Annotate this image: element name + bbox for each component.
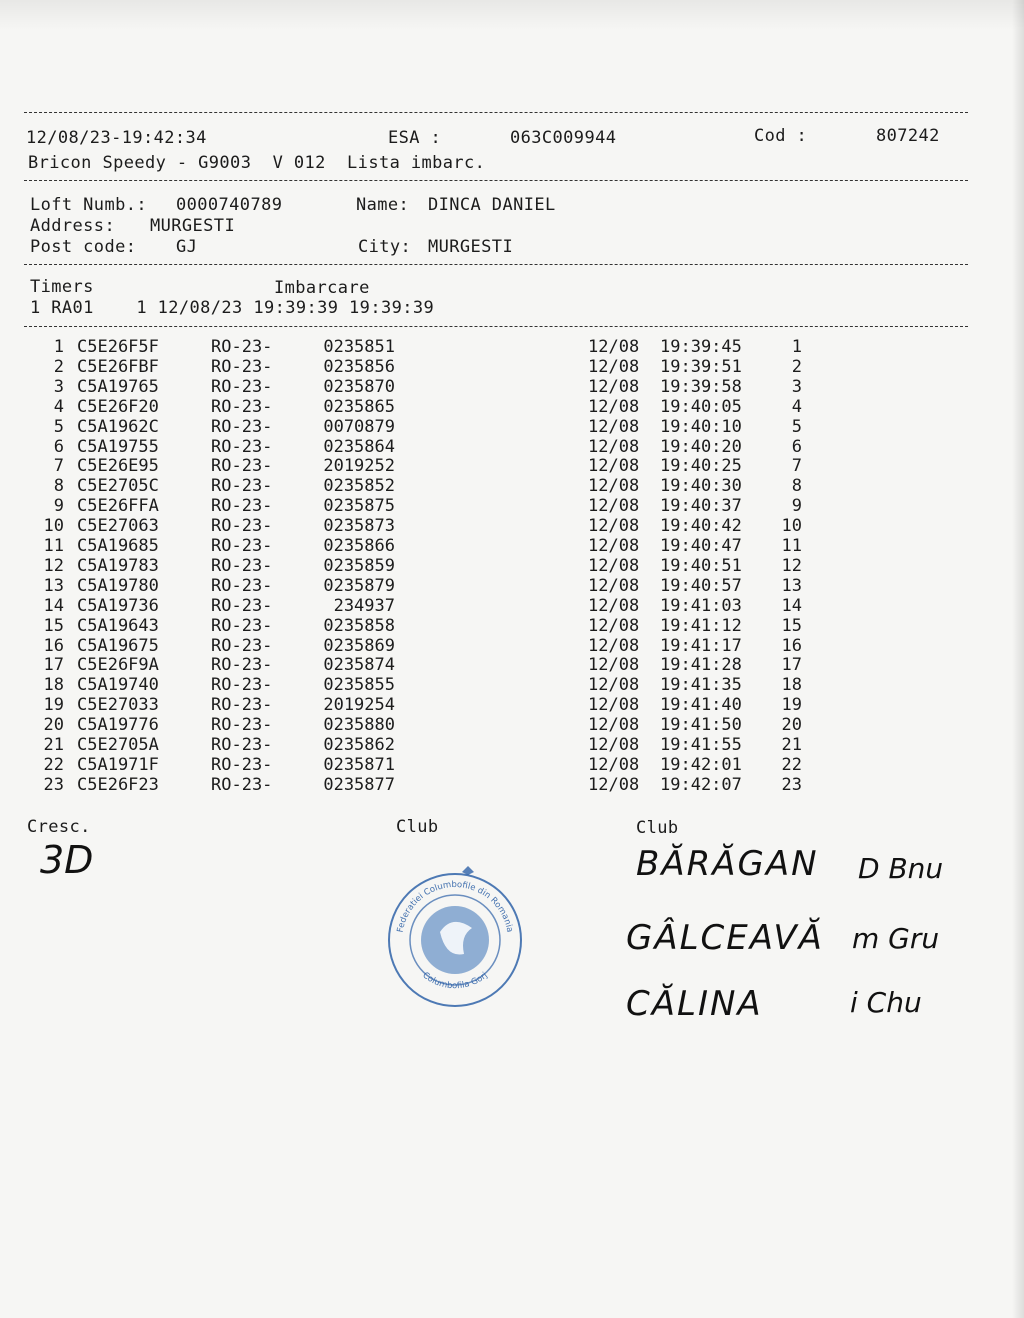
ring-number: 0235875	[323, 496, 395, 517]
ring-number: 0235851	[323, 337, 395, 357]
arrival-date: 12/08	[588, 754, 640, 775]
ring-number: 0235855	[323, 675, 395, 696]
timers-label: Timers	[30, 277, 94, 297]
table-row	[0, 596, 1024, 616]
ring-prefix: RO-23-	[211, 337, 273, 357]
arrival-time: 19:41:50	[660, 715, 742, 736]
row-index: 5	[53, 416, 64, 437]
ring-number: 0235866	[323, 536, 395, 556]
postcode-value: GJ	[176, 237, 198, 257]
table-row	[0, 655, 1024, 675]
arrival-position: 7	[791, 456, 802, 477]
ring-number: 0235870	[323, 376, 395, 397]
arrival-position: 13	[781, 575, 802, 596]
row-index: 17	[43, 655, 64, 676]
address-value: MURGESTI	[150, 216, 236, 236]
ring-number: 2019254	[323, 695, 395, 716]
arrival-time: 19:41:35	[660, 675, 742, 696]
arrival-date: 12/08	[588, 396, 640, 417]
ring-number: 0235862	[323, 735, 395, 755]
table-row	[0, 735, 1024, 755]
arrival-date: 12/08	[588, 456, 640, 477]
arrival-position: 11	[781, 536, 802, 556]
chip-id: C5E26FBF	[77, 356, 159, 377]
ring-number: 0235864	[323, 436, 395, 457]
arrival-position: 10	[781, 516, 802, 537]
arrival-time: 19:40:47	[660, 536, 742, 556]
table-row	[0, 357, 1024, 377]
arrival-time: 19:39:58	[660, 376, 742, 397]
timer-line: 1 RA01 1 12/08/23 19:39:39 19:39:39	[30, 298, 435, 318]
row-index: 12	[43, 555, 64, 576]
arrival-date: 12/08	[588, 695, 640, 716]
arrival-position: 17	[781, 655, 802, 676]
arrival-position: 19	[781, 695, 802, 716]
arrival-time: 19:40:37	[660, 496, 742, 517]
table-row	[0, 496, 1024, 516]
loft-label: Loft Numb.:	[30, 195, 147, 215]
arrival-time: 19:40:05	[660, 396, 742, 417]
ring-number: 0235856	[323, 356, 395, 377]
arrival-position: 12	[781, 555, 802, 576]
row-index: 22	[43, 754, 64, 775]
ring-number: 0235869	[323, 635, 395, 656]
ring-prefix: RO-23-	[211, 536, 273, 556]
arrival-time: 19:41:12	[660, 615, 742, 636]
chip-id: C5A19643	[77, 615, 159, 636]
arrival-time: 19:40:57	[660, 575, 742, 596]
separator-timers	[24, 326, 968, 327]
arrival-time: 19:41:17	[660, 635, 742, 656]
chip-id: C5E26F5F	[77, 337, 159, 357]
arrival-position: 21	[781, 735, 802, 755]
table-row	[0, 576, 1024, 596]
chip-id: C5E2705C	[77, 476, 159, 497]
arrival-date: 12/08	[588, 337, 640, 357]
ring-prefix: RO-23-	[211, 456, 273, 477]
arrival-position: 22	[781, 754, 802, 775]
arrival-date: 12/08	[588, 774, 640, 795]
ring-prefix: RO-23-	[211, 416, 273, 437]
ring-prefix: RO-23-	[211, 516, 273, 537]
chip-id: C5A19783	[77, 555, 159, 576]
cod-value: 807242	[876, 126, 940, 146]
arrival-date: 12/08	[588, 416, 640, 437]
ring-number: 0235877	[323, 774, 395, 795]
ring-prefix: RO-23-	[211, 496, 273, 517]
arrival-time: 19:39:45	[660, 337, 742, 357]
arrival-date: 12/08	[588, 536, 640, 556]
ring-number: 0235852	[323, 476, 395, 497]
esa-label: ESA :	[388, 128, 442, 148]
separator-header	[24, 180, 968, 181]
arrival-time: 19:41:40	[660, 695, 742, 716]
table-row	[0, 437, 1024, 457]
row-index: 3	[53, 376, 64, 397]
row-index: 1	[53, 337, 64, 357]
arrival-position: 16	[781, 635, 802, 656]
ring-number: 0235858	[323, 615, 395, 636]
club-label-2: Club	[636, 818, 679, 838]
table-row	[0, 476, 1024, 496]
row-index: 7	[53, 456, 64, 477]
ring-number: 0235871	[323, 754, 395, 775]
chip-id: C5A19740	[77, 675, 159, 696]
table-row	[0, 556, 1024, 576]
table-row	[0, 516, 1024, 536]
row-index: 8	[53, 476, 64, 497]
arrival-date: 12/08	[588, 735, 640, 755]
arrival-position: 3	[791, 376, 802, 397]
table-row	[0, 536, 1024, 556]
chip-id: C5E2705A	[77, 735, 159, 755]
row-index: 6	[53, 436, 64, 457]
arrival-time: 19:42:07	[660, 774, 742, 795]
table-row	[0, 695, 1024, 715]
ring-prefix: RO-23-	[211, 635, 273, 656]
chip-id: C5A19675	[77, 635, 159, 656]
device-line: Bricon Speedy - G9003 V 012 Lista imbarc.	[28, 153, 486, 173]
signature-2: m Gru	[852, 922, 940, 955]
arrival-time: 19:40:25	[660, 456, 742, 477]
arrival-position: 4	[791, 396, 802, 417]
ring-number: 0235879	[323, 575, 395, 596]
ring-prefix: RO-23-	[211, 675, 273, 696]
arrival-time: 19:40:20	[660, 436, 742, 457]
arrival-time: 19:40:51	[660, 555, 742, 576]
table-row	[0, 636, 1024, 656]
ring-prefix: RO-23-	[211, 555, 273, 576]
arrival-position: 23	[781, 774, 802, 795]
postcode-label: Post code:	[30, 237, 137, 257]
arrival-date: 12/08	[588, 516, 640, 537]
arrival-date: 12/08	[588, 715, 640, 736]
table-row	[0, 715, 1024, 735]
ring-number: 0070879	[323, 416, 395, 437]
ring-prefix: RO-23-	[211, 715, 273, 736]
ring-prefix: RO-23-	[211, 595, 273, 616]
row-index: 23	[43, 774, 64, 795]
ring-prefix: RO-23-	[211, 695, 273, 716]
arrival-time: 19:39:51	[660, 356, 742, 377]
row-index: 2	[53, 356, 64, 377]
row-index: 11	[43, 536, 64, 556]
name-value: DINCA DANIEL	[428, 195, 556, 215]
print-datetime: 12/08/23-19:42:34	[26, 128, 207, 148]
chip-id: C5E26FFA	[77, 496, 159, 517]
arrival-time: 19:41:55	[660, 735, 742, 755]
arrival-date: 12/08	[588, 555, 640, 576]
table-row	[0, 675, 1024, 695]
address-label: Address:	[30, 216, 116, 236]
table-row	[0, 337, 1024, 357]
chip-id: C5E26F23	[77, 774, 159, 795]
arrival-date: 12/08	[588, 655, 640, 676]
row-index: 21	[43, 735, 64, 755]
chip-id: C5A19755	[77, 436, 159, 457]
table-row	[0, 755, 1024, 775]
handwritten-club-3: CĂLINA	[626, 984, 763, 1024]
ring-number: 2019252	[323, 456, 395, 477]
ring-prefix: RO-23-	[211, 615, 273, 636]
chip-id: C5A19685	[77, 536, 159, 556]
handwritten-club-2: GÂLCEAVĂ	[626, 918, 824, 958]
arrival-date: 12/08	[588, 675, 640, 696]
scan-shadow-top	[0, 0, 1024, 30]
arrival-position: 9	[791, 496, 802, 517]
chip-id: C5E27033	[77, 695, 159, 716]
ring-prefix: RO-23-	[211, 655, 273, 676]
arrival-time: 19:40:30	[660, 476, 742, 497]
ring-prefix: RO-23-	[211, 396, 273, 417]
arrival-position: 2	[791, 356, 802, 377]
table-row	[0, 377, 1024, 397]
ring-prefix: RO-23-	[211, 356, 273, 377]
row-index: 15	[43, 615, 64, 636]
arrival-position: 18	[781, 675, 802, 696]
row-index: 19	[43, 695, 64, 716]
table-row	[0, 417, 1024, 437]
chip-id: C5A19776	[77, 715, 159, 736]
table-row	[0, 397, 1024, 417]
arrival-position: 8	[791, 476, 802, 497]
city-value: MURGESTI	[428, 237, 514, 257]
ring-prefix: RO-23-	[211, 436, 273, 457]
arrival-date: 12/08	[588, 595, 640, 616]
chip-id: C5A19780	[77, 575, 159, 596]
arrival-position: 1	[791, 337, 802, 357]
signature-1: D Bnu	[858, 852, 944, 885]
arrival-position: 15	[781, 615, 802, 636]
handwritten-cresc: 3D	[40, 838, 94, 882]
separator-owner	[24, 264, 968, 265]
ring-number: 234937	[333, 595, 395, 616]
ring-number: 0235859	[323, 555, 395, 576]
arrival-date: 12/08	[588, 615, 640, 636]
row-index: 9	[53, 496, 64, 517]
esa-value: 063C009944	[510, 128, 617, 148]
cod-label: Cod :	[754, 126, 808, 146]
ring-prefix: RO-23-	[211, 735, 273, 755]
row-index: 18	[43, 675, 64, 696]
ring-number: 0235874	[323, 655, 395, 676]
chip-id: C5A1971F	[77, 754, 159, 775]
chip-id: C5E26F9A	[77, 655, 159, 676]
arrival-time: 19:41:03	[660, 595, 742, 616]
arrival-position: 14	[781, 595, 802, 616]
city-label: City:	[358, 237, 412, 257]
arrival-date: 12/08	[588, 635, 640, 656]
ring-prefix: RO-23-	[211, 376, 273, 397]
ring-prefix: RO-23-	[211, 754, 273, 775]
club-stamp	[380, 862, 530, 1012]
table-row	[0, 775, 1024, 795]
arrival-position: 20	[781, 715, 802, 736]
stamp-text-top: Federatiei Columbofile din Romania	[395, 879, 515, 934]
club-label-1: Club	[396, 817, 439, 837]
signature-3: i Chu	[850, 986, 922, 1019]
arrival-time: 19:40:10	[660, 416, 742, 437]
ring-prefix: RO-23-	[211, 575, 273, 596]
arrival-date: 12/08	[588, 476, 640, 497]
ring-number: 0235873	[323, 516, 395, 537]
chip-id: C5E26F20	[77, 396, 159, 417]
arrival-date: 12/08	[588, 575, 640, 596]
arrival-date: 12/08	[588, 436, 640, 457]
table-row	[0, 616, 1024, 636]
row-index: 13	[43, 575, 64, 596]
arrival-date: 12/08	[588, 376, 640, 397]
chip-id: C5A19765	[77, 376, 159, 397]
chip-id: C5A1962C	[77, 416, 159, 437]
loft-value: 0000740789	[176, 195, 283, 215]
arrival-date: 12/08	[588, 496, 640, 517]
row-index: 16	[43, 635, 64, 656]
stamp-text-bottom: Columbofila Gorj	[420, 970, 490, 992]
chip-id: C5E27063	[77, 516, 159, 537]
row-index: 14	[43, 595, 64, 616]
arrival-position: 6	[791, 436, 802, 457]
ring-prefix: RO-23-	[211, 476, 273, 497]
ring-prefix: RO-23-	[211, 774, 273, 795]
cresc-label: Cresc.	[27, 817, 91, 837]
ring-number: 0235865	[323, 396, 395, 417]
chip-id: C5A19736	[77, 595, 159, 616]
table-row	[0, 456, 1024, 476]
row-index: 10	[43, 516, 64, 537]
arrival-time: 19:41:28	[660, 655, 742, 676]
chip-id: C5E26E95	[77, 456, 159, 477]
arrival-position: 5	[791, 416, 802, 437]
ring-number: 0235880	[323, 715, 395, 736]
imbarcare-label: Imbarcare	[274, 278, 370, 298]
row-index: 4	[53, 396, 64, 417]
arrival-date: 12/08	[588, 356, 640, 377]
handwritten-club-1: BĂRĂGAN	[636, 844, 819, 884]
row-index: 20	[43, 715, 64, 736]
arrival-time: 19:40:42	[660, 516, 742, 537]
separator-top	[24, 112, 968, 113]
name-label: Name:	[356, 195, 410, 215]
arrival-time: 19:42:01	[660, 754, 742, 775]
